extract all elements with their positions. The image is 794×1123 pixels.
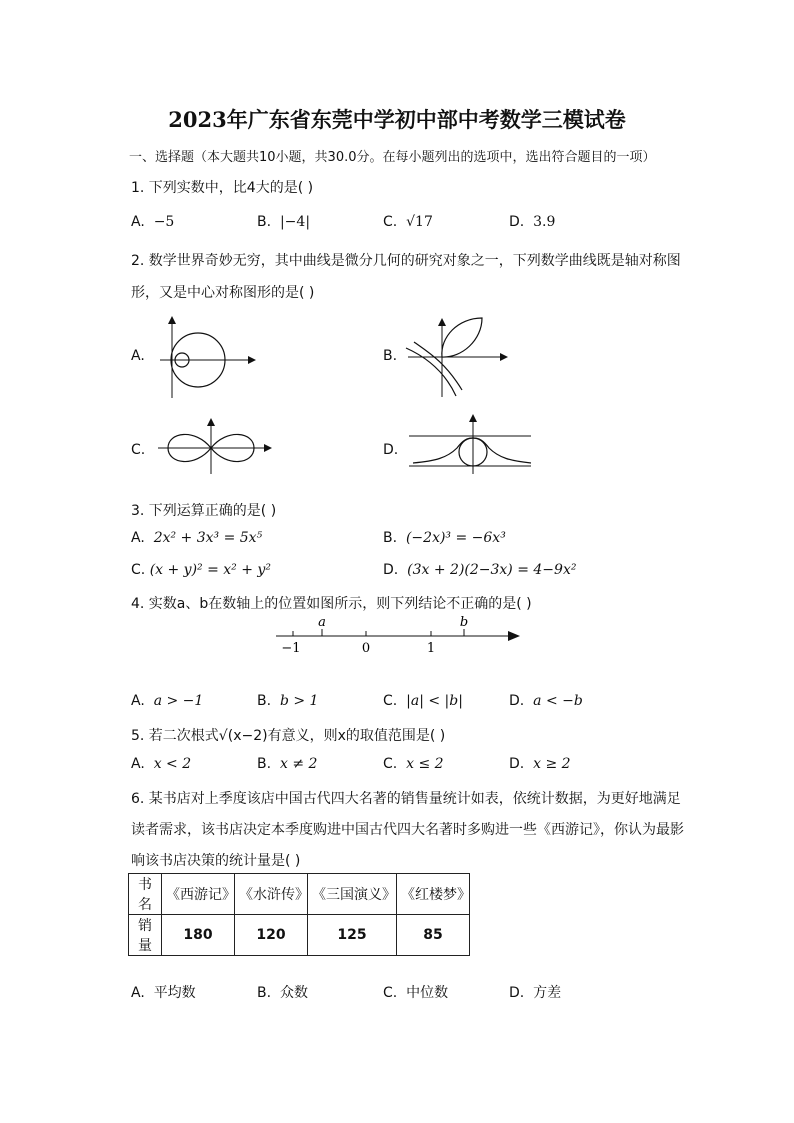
table-header-cell: 《西游记》 [162,874,235,915]
q2-stem-line1: 2. 数学世界奇妙无穷，其中曲线是微分几何的研究对象之一，下列数学曲线既是轴对称图 [131,253,681,269]
q1-option-c: C. √17 [383,214,433,230]
table-row [129,915,470,956]
q3-option-d: D. (3x + 2)(2−3x) = 4−9x² [383,562,577,578]
q6-stem-line1: 6. 某书店对上季度该店中国古代四大名著的销售量统计如表，依统计数据，为更好地满足 [131,791,681,807]
q6-option-d: D. 方差 [509,985,562,1001]
section-heading: 一、选择题（本大题共10小题，共30.0分。在每小题列出的选项中，选出符合题目的一项） [129,150,656,165]
q1-option-a: A. −5 [131,214,175,230]
table-header-cell: 《三国演义》 [308,874,397,915]
table-cell: 85 [397,915,470,956]
q5-option-c: C. x ≤ 2 [383,756,444,772]
q2-figure-d [405,414,535,476]
q2-figure-a [150,312,260,402]
table-header-cell: 书名 [129,874,162,915]
q4-tick-label: 1 [426,641,436,656]
q4-point-b-label: b [459,615,469,630]
page-title: 2023年广东省东莞中学初中部中考数学三模试卷 [168,107,626,132]
q4-number-line [270,612,530,656]
q4-tick-label: 0 [361,641,371,656]
table-cell: 销量 [129,915,162,956]
table-row [129,874,470,915]
q3-option-b: B. (−2x)³ = −6x³ [383,530,506,546]
table-header-cell: 《水浒传》 [235,874,308,915]
q2-label-d: D. [383,442,399,458]
table-cell: 125 [308,915,397,956]
table-cell: 180 [162,915,235,956]
q2-figure-c [150,418,280,478]
q6-stem-line2: 读者需求，该书店决定本季度购进中国古代四大名著时多购进一些《西游记》，你认为最影 [131,822,684,838]
q2-label-b: B. [383,348,398,364]
q5-option-d: D. x ≥ 2 [509,756,571,772]
q3-stem: 3. 下列运算正确的是( ) [131,503,277,519]
q6-option-a: A. 平均数 [131,985,196,1001]
q4-option-a: A. a > −1 [131,693,204,709]
q4-stem: 4. 实数a、b在数轴上的位置如图所示，则下列结论不正确的是( ) [131,596,532,612]
table-cell: 120 [235,915,308,956]
q5-stem: 5. 若二次根式√(x−2)有意义，则x的取值范围是( ) [131,728,446,744]
q5-option-b: B. x ≠ 2 [257,756,318,772]
q6-option-b: B. 众数 [257,985,308,1001]
q1-option-b: B. |−4| [257,214,311,230]
q4-tick-label: −1 [281,641,301,656]
q2-figure-b [400,312,510,402]
q6-stem-line3: 响该书店决策的统计量是( ) [131,853,301,869]
q4-option-b: B. b > 1 [257,693,319,709]
q4-point-a-label: a [318,615,326,630]
q4-option-c: C. |a| < |b| [383,693,463,709]
table-header-cell: 《红楼梦》 [397,874,470,915]
q3-option-a: A. 2x² + 3x³ = 5x⁵ [131,530,263,546]
q6-sales-table [128,873,470,956]
q2-label-a: A. [131,348,145,364]
q6-option-c: C. 中位数 [383,985,449,1001]
q2-stem-line2: 形，又是中心对称图形的是( ) [131,285,315,301]
q3-option-c: C. (x + y)² = x² + y² [131,562,271,578]
q5-option-a: A. x < 2 [131,756,192,772]
q1-stem: 1. 下列实数中，比4大的是( ) [131,180,314,196]
q1-option-d: D. 3.9 [509,214,556,230]
q2-label-c: C. [131,442,146,458]
q4-option-d: D. a < −b [509,693,583,709]
